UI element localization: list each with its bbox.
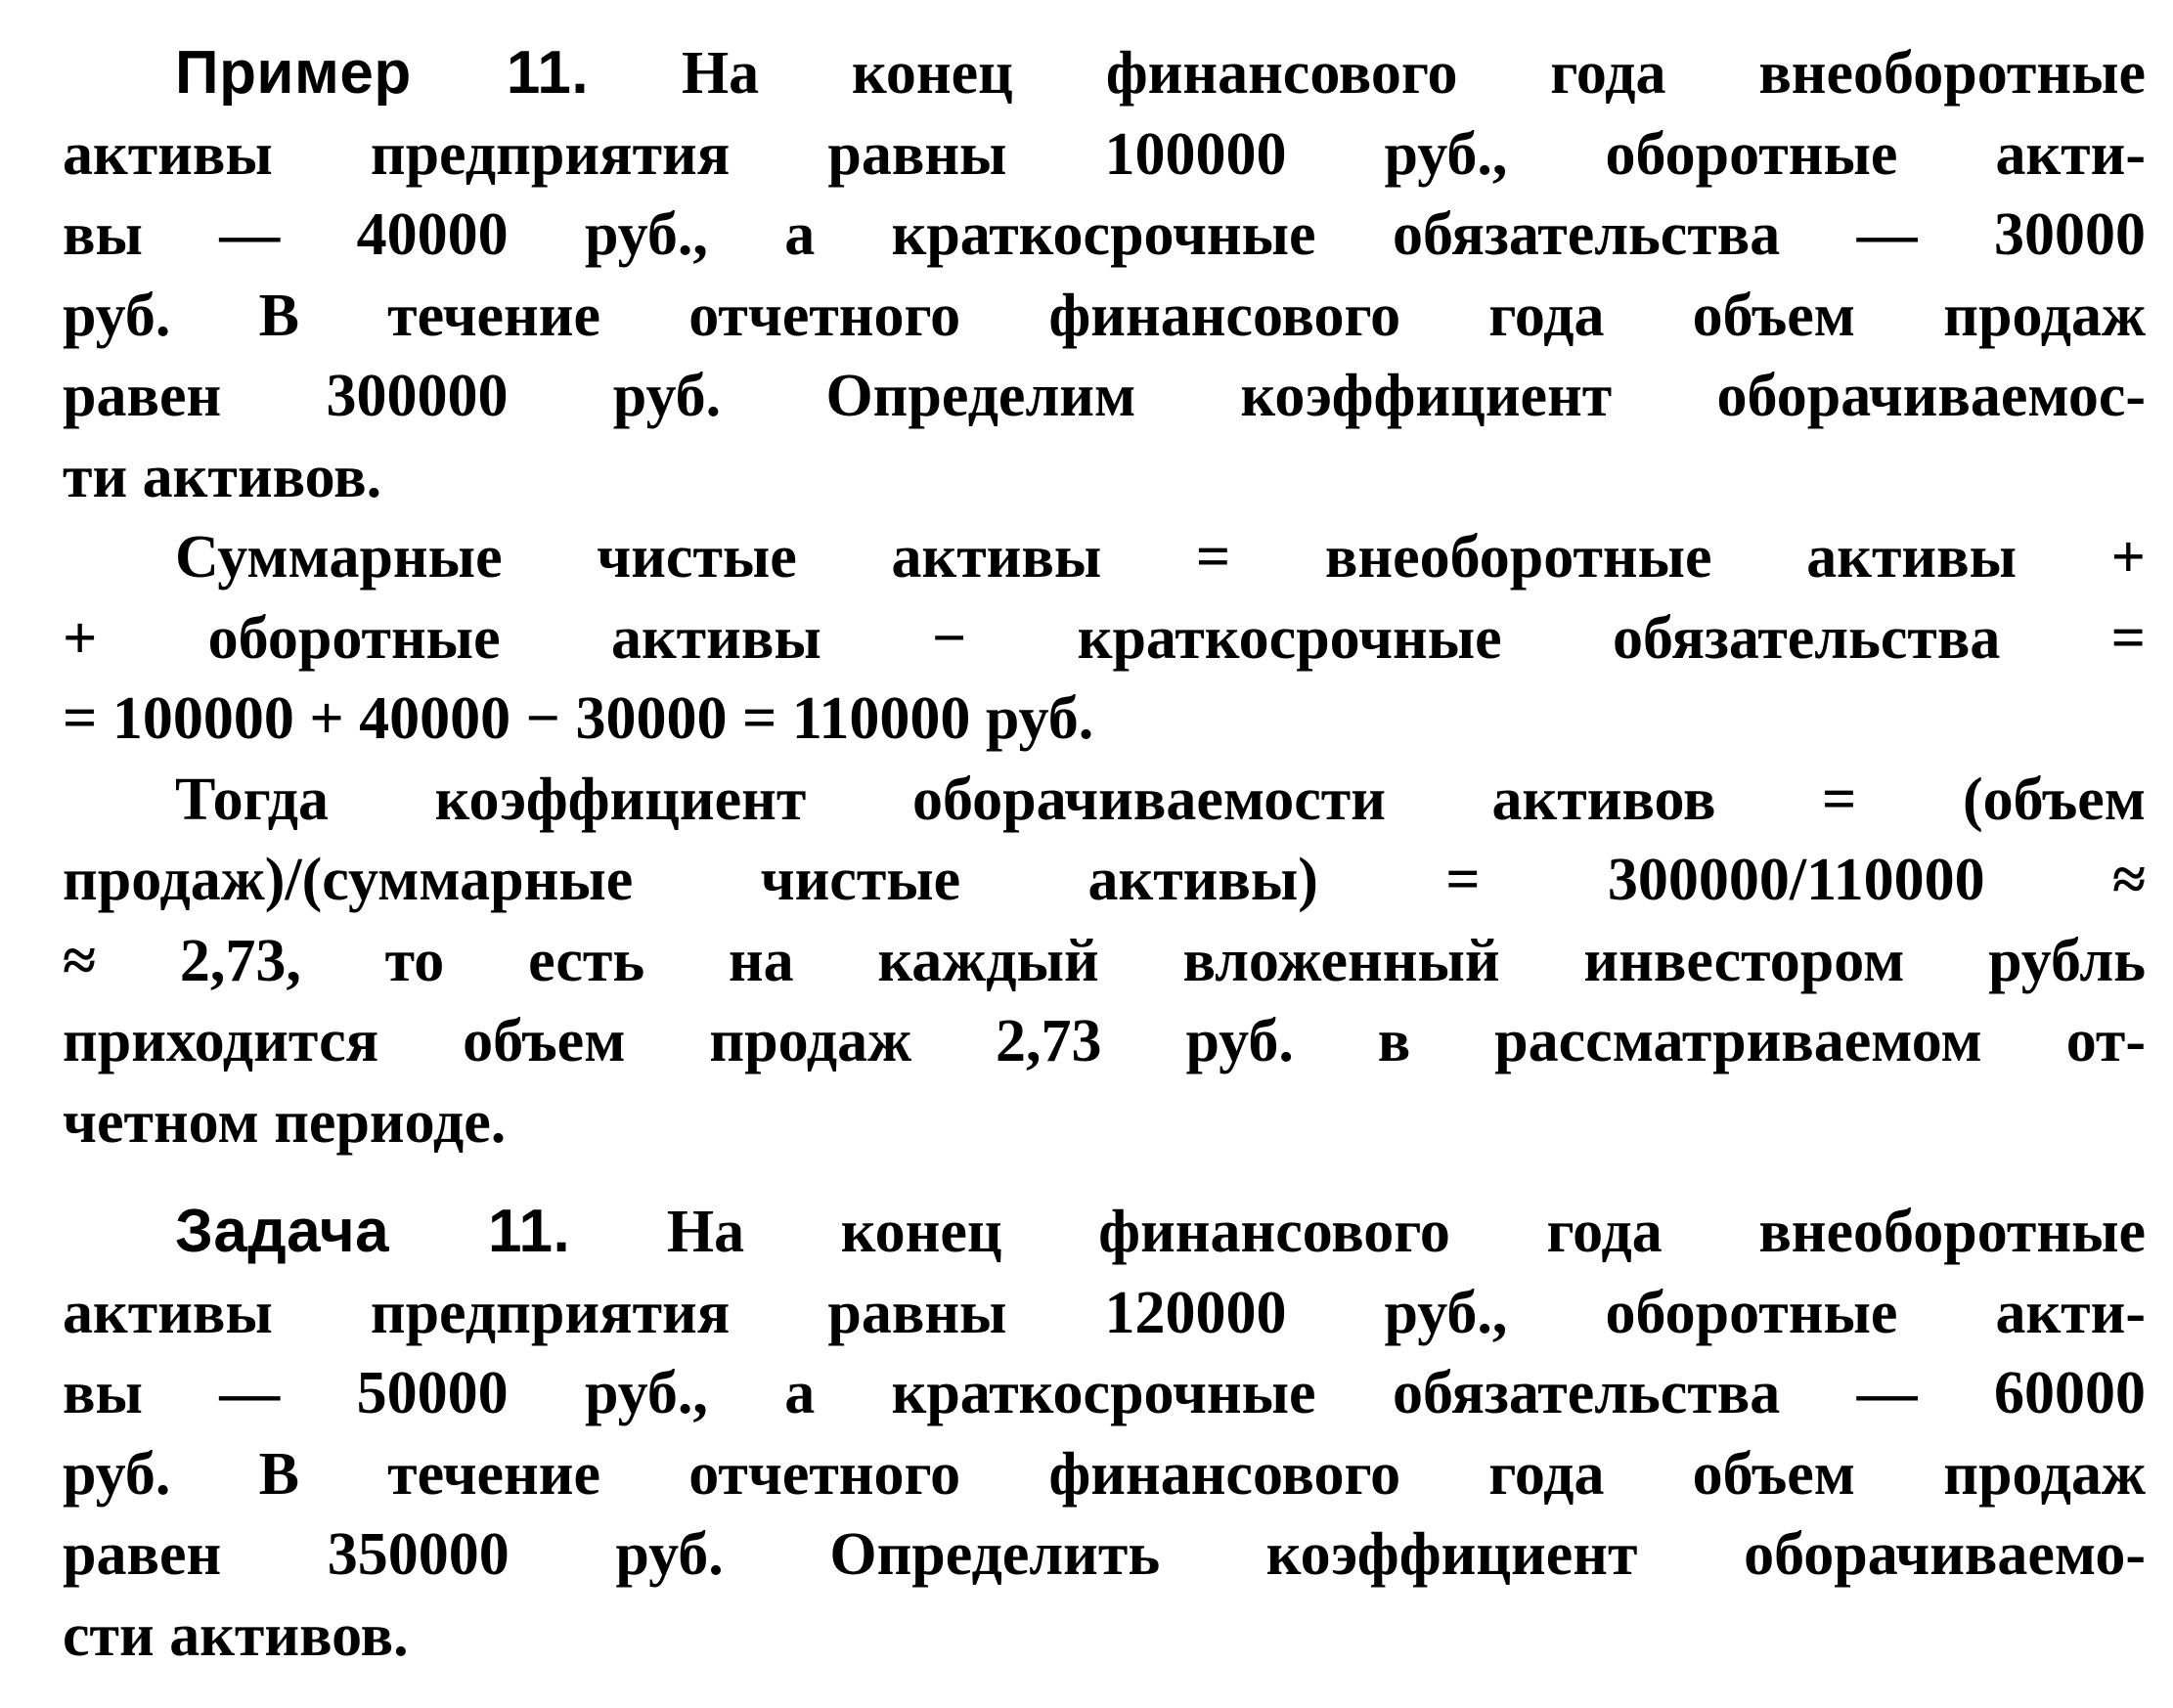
net-assets-line-3: = 100000 + 40000 − 30000 = 110000 руб.: [63, 685, 1094, 752]
example-line-2: активы предприятия равны 100000 руб., оборотные акти-: [63, 120, 2146, 188]
example-paragraph: [63, 33, 2146, 517]
task-line-2: активы предприятия равны 120000 руб., оборотные акти-: [63, 1279, 2146, 1346]
turnover-line-2: продаж)/(суммарные чистые активы) = 300000/110000 ≈: [63, 847, 2146, 913]
task-line-3: вы — 50000 руб., а краткосрочные обязательства — 60000: [63, 1360, 2146, 1426]
task-line-5: равен 350000 руб. Определить коэффициент оборачиваемо-: [63, 1521, 2146, 1588]
task-label: Задача 11.: [175, 1198, 571, 1265]
turnover-line-3: ≈ 2,73, то есть на каждый вложенный инвестором рубль: [63, 927, 2146, 994]
example-line-1-text: На конец финансового года внеоборотные: [681, 40, 2146, 107]
task-line-6: сти активов.: [63, 1601, 409, 1669]
example-line-1: [63, 33, 2146, 114]
turnover-line-4: приходится объем продаж 2,73 руб. в рассматриваемом от-: [63, 1008, 2146, 1074]
example-line-5: равен 300000 руб. Определим коэффициент оборачиваемос-: [63, 363, 2146, 429]
net-assets-paragraph: [63, 517, 2146, 760]
document-page: [63, 33, 2146, 1676]
turnover-paragraph: [63, 760, 2146, 1163]
net-assets-line-1: Суммарные чистые активы = внеоборотные активы +: [175, 524, 2146, 591]
task-line-4: руб. В течение отчетного финансового года объем продаж: [63, 1440, 2146, 1508]
task-line-1-text: На конец финансового года внеоборотные: [666, 1199, 2146, 1265]
task-line-1: [63, 1192, 2146, 1273]
turnover-line-5: четном периоде.: [63, 1088, 507, 1156]
example-line-4: руб. В течение отчетного финансового года объем продаж: [63, 282, 2146, 349]
net-assets-line-2: + оборотные активы − краткосрочные обязательства =: [63, 604, 2146, 672]
task-paragraph: [63, 1192, 2146, 1676]
example-line-6: ти активов.: [63, 443, 382, 510]
example-label: Пример 11.: [175, 39, 590, 107]
turnover-line-1: Тогда коэффициент оборачиваемости активов = (объем: [175, 766, 2146, 833]
example-line-3: вы — 40000 руб., а краткосрочные обязательства — 30000: [63, 201, 2146, 268]
